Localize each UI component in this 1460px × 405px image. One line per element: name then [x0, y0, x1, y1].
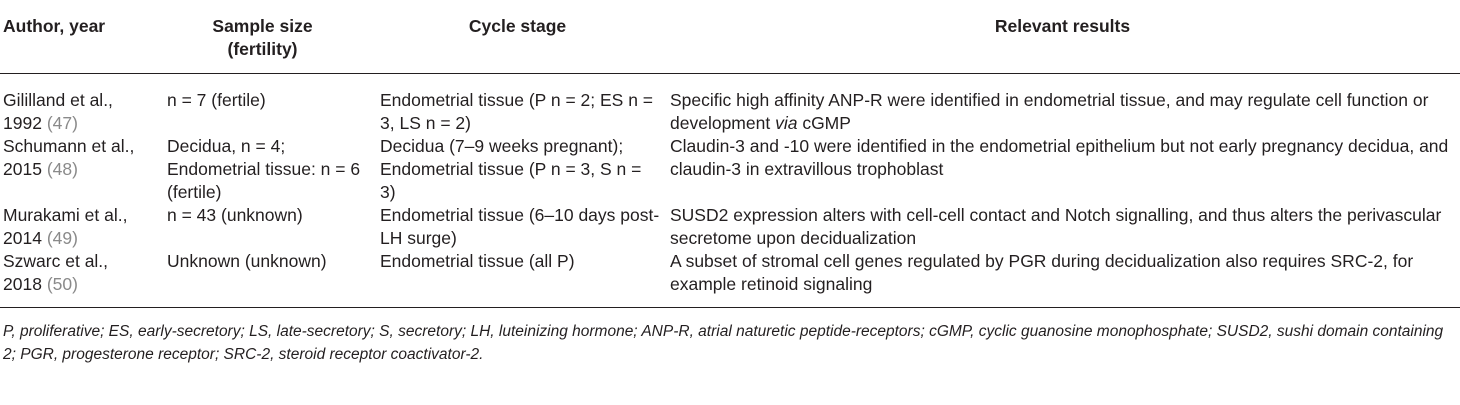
reference-link[interactable]: (47) [46, 113, 78, 133]
cell-cycle-stage: Endometrial tissue (all P) [370, 250, 665, 308]
results-text: Claudin-3 and -10 were identified in the endometrial epithelium but not early pregnancy decidua, and claudin-3 in extravillous trophoblast [670, 136, 1449, 179]
author-year: 2014 [3, 228, 42, 248]
reference-link[interactable]: (48) [46, 159, 78, 179]
cell-results [665, 250, 1460, 308]
author-name: Szwarc et al., [3, 251, 109, 271]
header-sample-size [155, 0, 370, 74]
cell-sample-size: Unknown (unknown) [155, 250, 370, 308]
cell-cycle-stage: Endometrial tissue (P n = 2; ES n = 3, LS n = 2) [380, 90, 654, 133]
cell-sample-size: Decidua, n = 4; Endometrial tissue: n = 6 (fertile) [167, 136, 361, 202]
author-name: Murakami et al., [3, 205, 128, 225]
results-text-end: cGMP [797, 113, 851, 133]
results-text: A subset of stromal cell genes regulated by PGR during decidualization also requires SRC-2, for example retinoid signaling [670, 251, 1414, 294]
table-footnote: P, proliferative; ES, early-secretory; LS, late-secretory; S, secretory; LH, luteinizing hormone; ANP-R, atrial naturetic peptide-receptors; cGMP, cyclic guanosine monophosphate; SUSD2, sushi domain containing 2; PGR, progesterone receptor; SRC-2, steroid receptor coactivator-2. [3, 323, 1444, 363]
cell-results [665, 204, 1460, 250]
header-cycle-stage: Cycle stage [370, 0, 665, 74]
header-row [0, 0, 1460, 74]
header-sample-line2: (fertility) [227, 39, 298, 59]
table-row [0, 135, 1460, 204]
cell-author [0, 74, 155, 136]
reference-link[interactable]: (49) [46, 228, 78, 248]
cell-results [665, 74, 1460, 136]
results-text: Specific high affinity ANP-R were identified in endometrial tissue, and may regulate cell function or development [670, 90, 1429, 133]
author-year: 2018 [3, 274, 42, 294]
author-year: 2015 [3, 159, 42, 179]
header-author-year: Author, year [0, 0, 155, 74]
table-row [0, 74, 1460, 136]
table-row [0, 250, 1460, 308]
results-text: SUSD2 expression alters with cell-cell contact and Notch signalling, and thus alters the perivascular secretome upon decidualization [670, 205, 1442, 248]
cell-author [0, 250, 155, 308]
table-row [0, 204, 1460, 250]
reference-link[interactable]: (50) [46, 274, 78, 294]
table-body [0, 74, 1460, 308]
author-name: Schumann et al., [3, 136, 135, 156]
cell-author [0, 135, 155, 204]
header-sample-line1: Sample size [212, 16, 313, 36]
author-year: 1992 [3, 113, 42, 133]
header-relevant-results: Relevant results [665, 0, 1460, 74]
cell-cycle-stage: Endometrial tissue (6–10 days post-LH surge) [380, 205, 660, 248]
cell-author [0, 204, 155, 250]
cell-sample-size: n = 7 (fertile) [167, 90, 266, 110]
cell-sample-size: n = 43 (unknown) [167, 205, 303, 225]
author-name: Gililland et al., [3, 90, 113, 110]
cell-cycle-stage: Decidua (7–9 weeks pregnant); Endometrial tissue (P n = 3, S n = 3) [380, 136, 642, 202]
results-italic-text: via [775, 113, 798, 133]
cell-results [665, 135, 1460, 204]
table-header [0, 0, 1460, 74]
